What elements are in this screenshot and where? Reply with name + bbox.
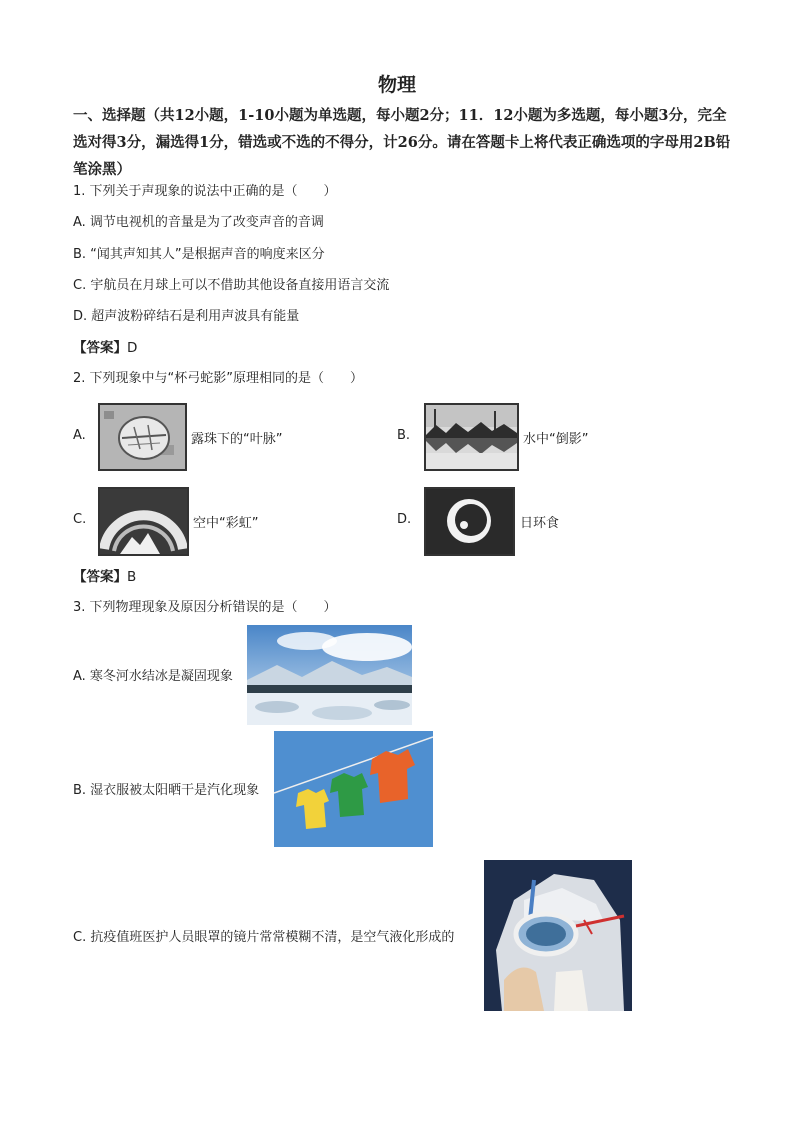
q3-option-b: B. 湿衣服被太阳晒干是汽化现象 xyxy=(73,783,260,798)
q1-answer-value: D xyxy=(127,340,138,356)
q2-answer-label: 【答案】 xyxy=(73,569,127,585)
q2-option-d-text: 日环食 xyxy=(520,516,560,531)
q3-stem: 3. 下列物理现象及原因分析错误的是（ ） xyxy=(73,600,337,615)
rainbow-image xyxy=(98,487,189,556)
q1-stem: 1. 下列关于声现象的说法中正确的是（ ） xyxy=(73,184,337,199)
dew-leaf-vein-image xyxy=(98,403,187,471)
frozen-river-photo xyxy=(247,625,412,725)
section-heading: 一、选择题（共12小题，1-10小题为单选题，每小题2分；11．12小题为多选题，每小题3分，完全选对得3分，漏选得1分，错选或不选的不得分，计26分。请在答题卡上将代表正确选项的字母用2B铅笔涂黑） xyxy=(73,107,731,178)
medical-goggles-photo xyxy=(484,860,632,1011)
q2-answer xyxy=(73,568,136,586)
q3-option-a: A. 寒冬河水结冰是凝固现象 xyxy=(73,669,233,684)
q1-answer xyxy=(73,339,137,357)
page-title: 物理 xyxy=(377,74,416,96)
q1-answer-label: 【答案】 xyxy=(73,340,127,356)
q3-option-c: C. 抗疫值班医护人员眼罩的镜片常常模糊不清，是空气液化形成的 xyxy=(73,930,455,945)
q1-option-c: C. 宇航员在月球上可以不借助其他设备直接用语言交流 xyxy=(73,278,390,293)
q2-option-d-label: D. xyxy=(397,512,412,527)
q2-option-b-text: 水中“倒影” xyxy=(523,432,589,447)
q2-option-c-label: C. xyxy=(73,512,87,527)
q2-option-a-label: A. xyxy=(73,428,86,443)
water-reflection-image xyxy=(424,403,519,471)
q2-option-c-text: 空中“彩虹” xyxy=(193,516,259,531)
q2-option-a-text: 露珠下的“叶脉” xyxy=(191,432,283,447)
annular-eclipse-image xyxy=(424,487,515,556)
q2-answer-value: B xyxy=(127,569,137,585)
q2-stem: 2. 下列现象中与“杯弓蛇影”原理相同的是（ ） xyxy=(73,371,364,386)
q1-option-a: A. 调节电视机的音量是为了改变声音的音调 xyxy=(73,215,324,230)
drying-clothes-photo xyxy=(274,731,433,847)
q1-option-b: B. “闻其声知其人”是根据声音的响度来区分 xyxy=(73,247,325,262)
q1-option-d: D. 超声波粉碎结石是利用声波具有能量 xyxy=(73,309,300,324)
q2-option-b-label: B. xyxy=(397,428,411,443)
